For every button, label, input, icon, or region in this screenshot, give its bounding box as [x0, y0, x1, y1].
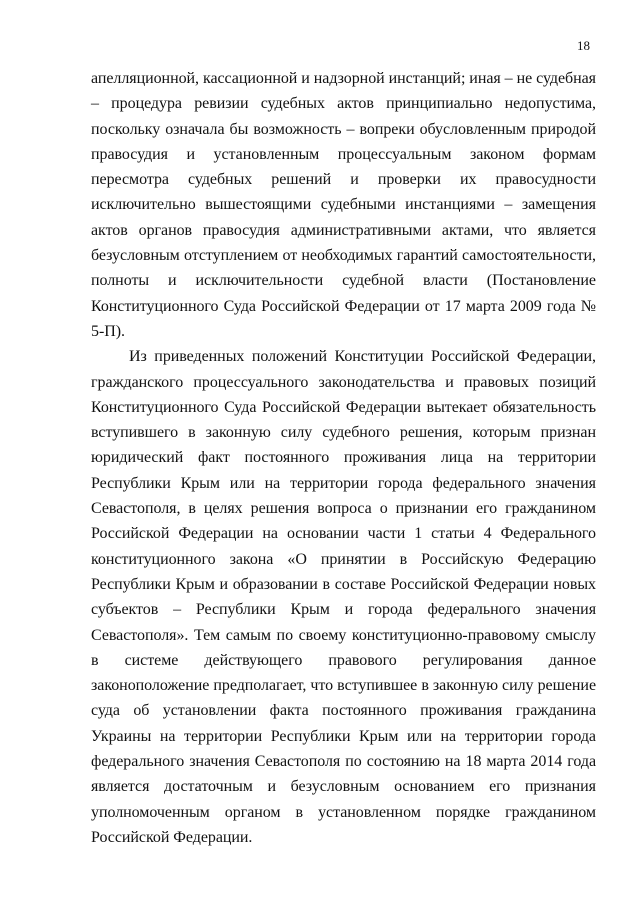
document-body [91, 66, 596, 850]
page-number: 18 [577, 38, 590, 53]
paragraph-continuation: апелляционной, кассационной и надзорной инстанций; иная – не судебная – процедура ревизии судебных актов принципиально недопустима, поскольку означала бы возможность – вопреки обусловленным природой правосудия и установленным процессуальным законом формам пересмотра судебных решений и проверки их правосудности исключительно вышестоящими судебными инстанциями – замещения актов органов правосудия административными актами, что является безусловным отступлением от необходимых гарантий самостоятельности, полноты и исключительности судебной власти (Постановление Конституционного Суда Российской Федерации от 17 марта 2009 года № 5-П). [91, 70, 596, 340]
paragraph-main: Из приведенных положений Конституции Российской Федерации, гражданского процессуального законодательства и правовых позиций Конституционного Суда Российской Федерации вытекает обязательность вступившего в законную силу судебного решения, которым признан юридический факт постоянного проживания лица на территории Республики Крым или на территории города федерального значения Севастополя, в целях решения вопроса о признании его гражданином Российской Федерации на основании части 1 статьи 4 Федерального конституционного закона «О принятии в Российскую Федерацию Республики Крым и образовании в составе Российской Федерации новых субъектов – Республики Крым и города федерального значения Севастополя». Тем самым по своему конституционно-правовому смыслу в системе действующего правового регулирования данное законоположение предполагает, что вступившее в законную силу решение суда об установлении факта постоянного проживания гражданина Украины на территории Республики Крым или на территории города федерального значения Севастополя по состоянию на 18 марта 2014 года является достаточным и безусловным основанием его признания уполномоченным органом в установленном порядке гражданином Российской Федерации. [91, 348, 596, 846]
